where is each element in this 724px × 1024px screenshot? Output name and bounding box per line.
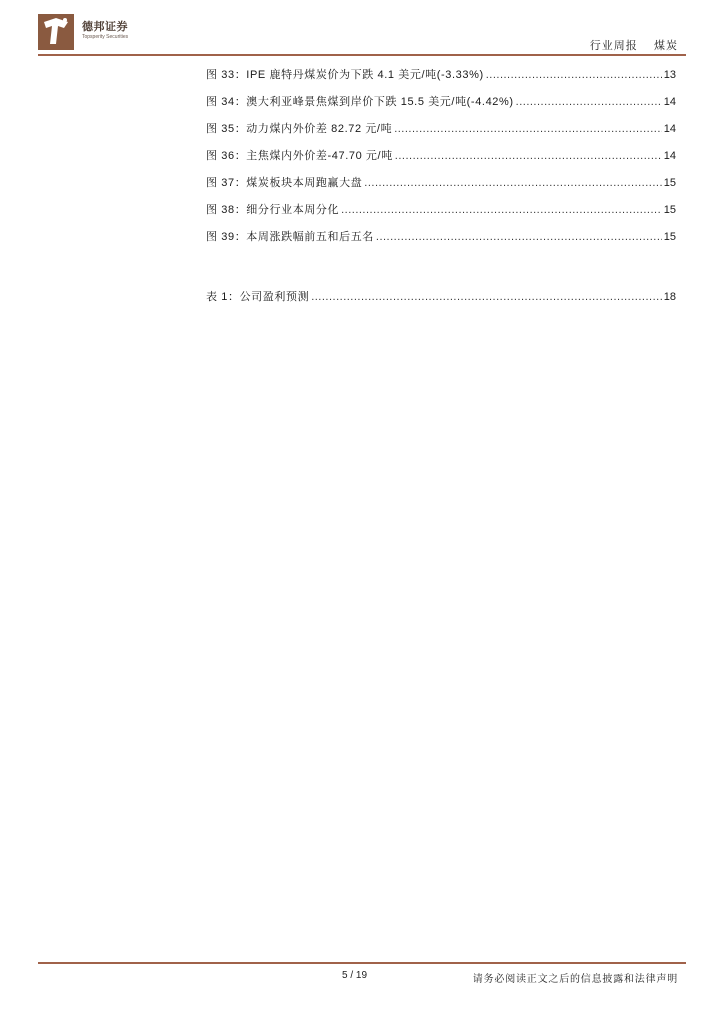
page-number: 5 / 19 (342, 970, 368, 981)
toc-leader (394, 123, 662, 135)
toc-entry-label: 图 39：本周涨跌幅前五和后五名 (206, 231, 374, 243)
industry-name: 煤炭 (654, 40, 678, 52)
logo-chinese-name: 德邦证券 (82, 21, 128, 33)
footer-divider (38, 962, 686, 964)
figure-list (206, 66, 676, 255)
toc-entry-label: 图 37：煤炭板块本周跑赢大盘 (206, 177, 363, 189)
header-divider (38, 54, 686, 56)
toc-entry[interactable] (206, 228, 676, 255)
toc-entry[interactable] (206, 66, 676, 93)
toc-entry-label: 图 35：动力煤内外价差 82.72 元/吨 (206, 123, 393, 135)
toc-entry-label: 图 34：澳大利亚峰景焦煤到岸价下跌 15.5 美元/吨(-4.42%) (206, 96, 514, 108)
toc-entry-page: 13 (663, 69, 676, 81)
toc-entry-label: 表 1：公司盈利预测 (206, 291, 310, 303)
toc-leader (516, 96, 662, 108)
toc-leader (311, 291, 662, 303)
toc-entry[interactable] (206, 120, 676, 147)
toc-entry-page: 15 (663, 204, 676, 216)
report-category (590, 37, 678, 53)
toc-leader (486, 69, 662, 81)
toc-entry[interactable] (206, 201, 676, 228)
toc-entry[interactable] (206, 288, 676, 315)
toc-entry-page: 14 (663, 123, 676, 135)
toc-entry-page: 14 (663, 150, 676, 162)
logo-english-name: Topsperity Securities (82, 34, 129, 40)
report-type: 行业周报 (589, 40, 638, 52)
toc-entry-page: 15 (663, 177, 676, 189)
toc-leader (376, 231, 662, 243)
toc-leader (341, 204, 662, 216)
toc-entry[interactable] (206, 93, 676, 120)
company-logo (38, 14, 158, 50)
toc-leader (395, 150, 662, 162)
toc-entry-page: 14 (663, 96, 676, 108)
toc-entry[interactable] (206, 174, 676, 201)
toc-entry-page: 18 (663, 291, 676, 303)
table-list (206, 288, 676, 315)
toc-entry-page: 15 (663, 231, 676, 243)
topsperity-logo-icon (38, 14, 74, 50)
toc-entry-label: 图 38：细分行业本周分化 (206, 204, 340, 216)
disclaimer-note: 请务必阅读正文之后的信息披露和法律声明 (472, 974, 678, 985)
toc-entry[interactable] (206, 147, 676, 174)
toc-leader (364, 177, 661, 189)
toc-entry-label: 图 33：IPE 鹿特丹煤炭价为下跌 4.1 美元/吨(-3.33%) (206, 69, 484, 81)
toc-entry-label: 图 36：主焦煤内外价差-47.70 元/吨 (206, 150, 393, 162)
